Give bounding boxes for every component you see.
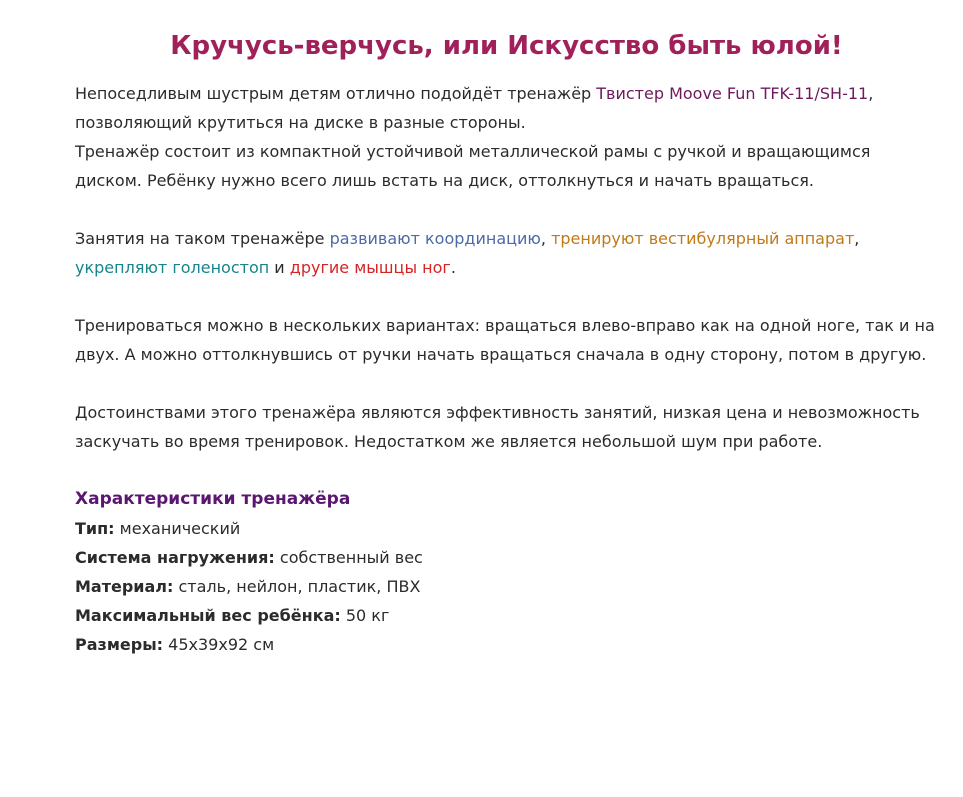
spec-value: сталь, нейлон, пластик, ПВХ bbox=[173, 577, 421, 596]
intro-text-2: , позволяющий крутиться на диске в разные стороны. bbox=[75, 84, 874, 132]
spec-value: 45x39x92 см bbox=[163, 635, 275, 654]
pros-cons-paragraph: Достоинствами этого тренажёра являются эффективность занятий, низкая цена и невозможность заскучать во время тренировок. Недостатком же является небольшой шум при работе. bbox=[75, 403, 920, 451]
intro-text-1: Непоседливым шустрым детям отлично подойдёт тренажёр bbox=[75, 84, 597, 103]
benefits-end: . bbox=[450, 258, 456, 277]
benefits-sep-1: , bbox=[540, 229, 552, 248]
specs-section bbox=[75, 485, 935, 659]
benefits-paragraph bbox=[75, 224, 935, 282]
benefits-lead: Занятия на таком тренажёре bbox=[75, 229, 330, 248]
spec-value: механический bbox=[114, 519, 241, 538]
spec-label: Размеры: bbox=[75, 635, 164, 654]
intro-paragraph bbox=[75, 79, 935, 137]
spacer bbox=[75, 195, 935, 224]
spec-label: Система нагружения: bbox=[75, 548, 275, 567]
spacer bbox=[75, 369, 935, 398]
spec-row-material bbox=[75, 572, 935, 601]
benefit-leg-muscles: другие мышцы ног bbox=[289, 258, 451, 277]
article-title: Кручусь-верчусь, или Искусство быть юлой! bbox=[170, 31, 843, 61]
training-paragraph: Тренироваться можно в нескольких вариантах: вращаться влево-вправо как на одной ноге, так и на двух. А можно оттолкнувшись от ручки начать вращаться сначала в одну сторону, потом в другую. bbox=[75, 316, 935, 364]
benefits-sep-2: , bbox=[854, 229, 860, 248]
benefit-coordination: развивают координацию bbox=[329, 229, 541, 248]
spec-row-dimensions bbox=[75, 630, 935, 659]
spec-label: Максимальный вес ребёнка: bbox=[75, 606, 341, 625]
spec-value: собственный вес bbox=[274, 548, 423, 567]
benefit-vestibular: тренируют вестибулярный аппарат bbox=[551, 229, 855, 248]
benefits-sep-3: и bbox=[269, 258, 290, 277]
spec-label: Материал: bbox=[75, 577, 174, 596]
specs-heading: Характеристики тренажёра bbox=[75, 489, 351, 509]
spacer bbox=[75, 456, 935, 485]
spec-value: 50 кг bbox=[340, 606, 390, 625]
benefit-ankle: укрепляют голеностоп bbox=[75, 258, 270, 277]
description-paragraph: Тренажёр состоит из компактной устойчивой металлической рамы с ручкой и вращающимся диском. Ребёнку нужно всего лишь встать на диск, оттолкнуться и начать вращаться. bbox=[75, 142, 871, 190]
spec-row-load-system bbox=[75, 543, 935, 572]
product-name: Твистер Moove Fun TFK-11/SH-11 bbox=[596, 84, 869, 103]
spec-row-type bbox=[75, 514, 935, 543]
spacer bbox=[75, 282, 935, 311]
spec-row-max-weight bbox=[75, 601, 935, 630]
spec-label: Тип: bbox=[75, 519, 115, 538]
article-body bbox=[75, 79, 935, 659]
